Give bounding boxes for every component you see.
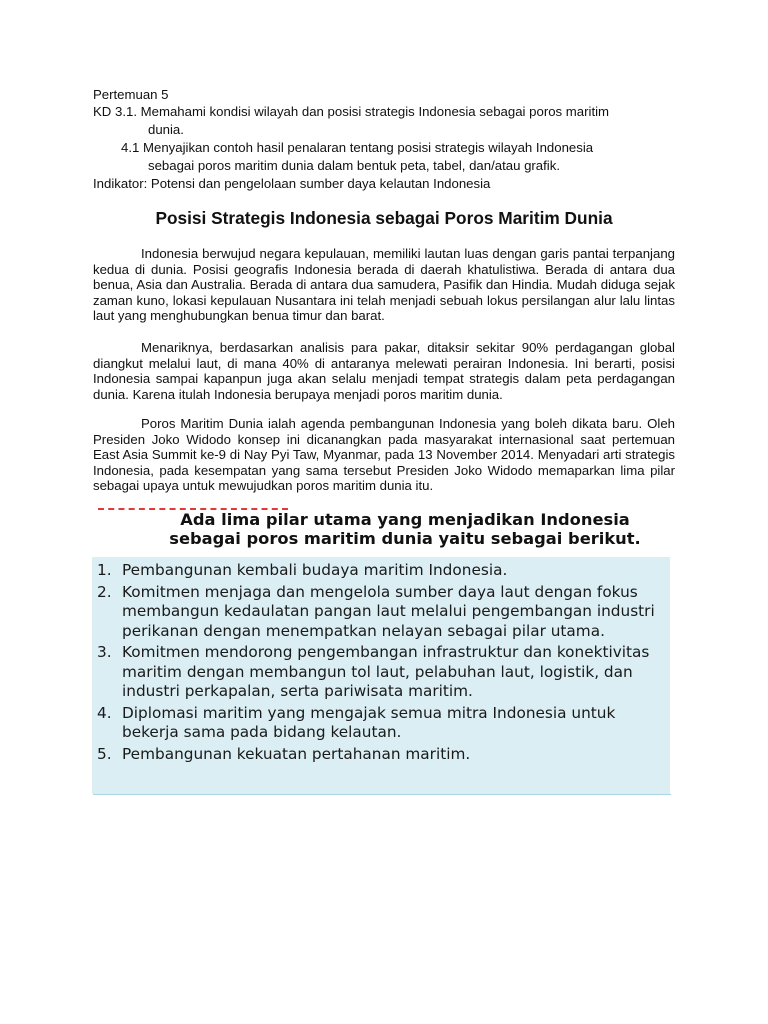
pillar-item [97,704,669,743]
kd-3-1-line-continued: dunia. [148,122,184,137]
pillars-heading [120,510,690,548]
indicator-line: Indikator: Potensi dan pengelolaan sumber daya kelautan Indonesia [93,176,491,191]
pillar-number: 3. [97,643,112,661]
kd-3-1-line: KD 3.1. Memahami kondisi wilayah dan posisi strategis Indonesia sebagai poros maritim [93,104,610,119]
document-title: Posisi Strategis Indonesia sebagai Poros Maritim Dunia [155,208,613,228]
pillar-number: 4. [97,703,112,722]
pillar-text: Komitmen menjaga dan mengelola sumber daya laut dengan fokus membangun kedaulatan pangan laut melalui pengembangan industri perikanan dengan menempatkan nelayan sebagai pilar utama. [122,582,655,640]
kd-4-1-line-continued: sebagai poros maritim dunia dalam bentuk peta, tabel, dan/atau grafik. [148,158,560,173]
pillar-item [97,745,669,765]
pillar-text: Pembangunan kembali budaya maritim Indonesia. [122,561,508,579]
pillars-heading-line-1: Ada lima pilar utama yang menjadikan Indonesia [180,510,630,529]
paragraph-maritime-axis: Poros Maritim Dunia ialah agenda pembangunan Indonesia yang boleh dikata baru. Oleh Presiden Joko Widodo konsep ini dicanangkan pada masyarakat internasional saat pertemuan East Asia Summit ke-9 di Nay Pyi Taw, Myanmar, pada 13 November 2014. Menyadari arti strategis Indonesia, pada kesempatan yang sama tersebut Presiden Joko Widodo memaparkan lima pilar sebagai upaya untuk mewujudkan poros maritim dunia itu. [93,416,675,494]
pillar-text: Komitmen mendorong pengembangan infrastruktur dan konektivitas maritim dengan membangun tol laut, pelabuhan laut, logistik, dan industri perkapalan, serta pariwisata maritim. [122,643,650,700]
pillar-text: Pembangunan kekuatan pertahanan maritim. [122,744,471,763]
paragraph-geography: Indonesia berwujud negara kepulauan, memiliki lautan luas dengan garis pantai terpanjang kedua di dunia. Posisi geografis Indonesia berada di daerah khatulistiwa. Berada di antara dua benua, Asia dan Australia. Berada di antara dua samudera, Pasifik dan Hindia. Mudah diduga sejak zaman kuno, lokasi kepulauan Nusantara ini telah menjadi sebuah lokus persilangan alur lalu lintas laut yang menghubungkan benua timur dan barat. [93,246,675,324]
pillar-item [97,583,669,642]
pillar-item [97,561,669,581]
pillar-number: 5. [97,744,112,763]
pillars-list [97,561,669,766]
pillar-number: 1. [97,561,112,579]
pillar-text: Diplomasi maritim yang mengajak semua mitra Indonesia untuk bekerja sama pada bidang kelautan. [122,703,616,741]
paragraph-trade: Menariknya, berdasarkan analisis para pakar, ditaksir sekitar 90% perdagangan global diangkut melalui laut, di mana 40% di antaranya melewati perairan Indonesia. Ini berarti, posisi Indonesia sampai kapanpun juga akan selalu menjadi tempat strategis dalam peta perdagangan dunia. Karena itulah Indonesia berupaya menjadi poros maritim dunia. [93,340,675,402]
pillar-item [97,643,669,702]
kd-4-1-line: 4.1 Menyajikan contoh hasil penalaran tentang posisi strategis wilayah Indonesia [121,140,594,155]
pillar-number: 2. [97,582,112,601]
panel-bottom-rule [93,794,671,795]
meeting-label: Pertemuan 5 [93,87,169,102]
pillars-heading-line-2: sebagai poros maritim dunia yaitu sebagai berikut. [169,529,641,548]
